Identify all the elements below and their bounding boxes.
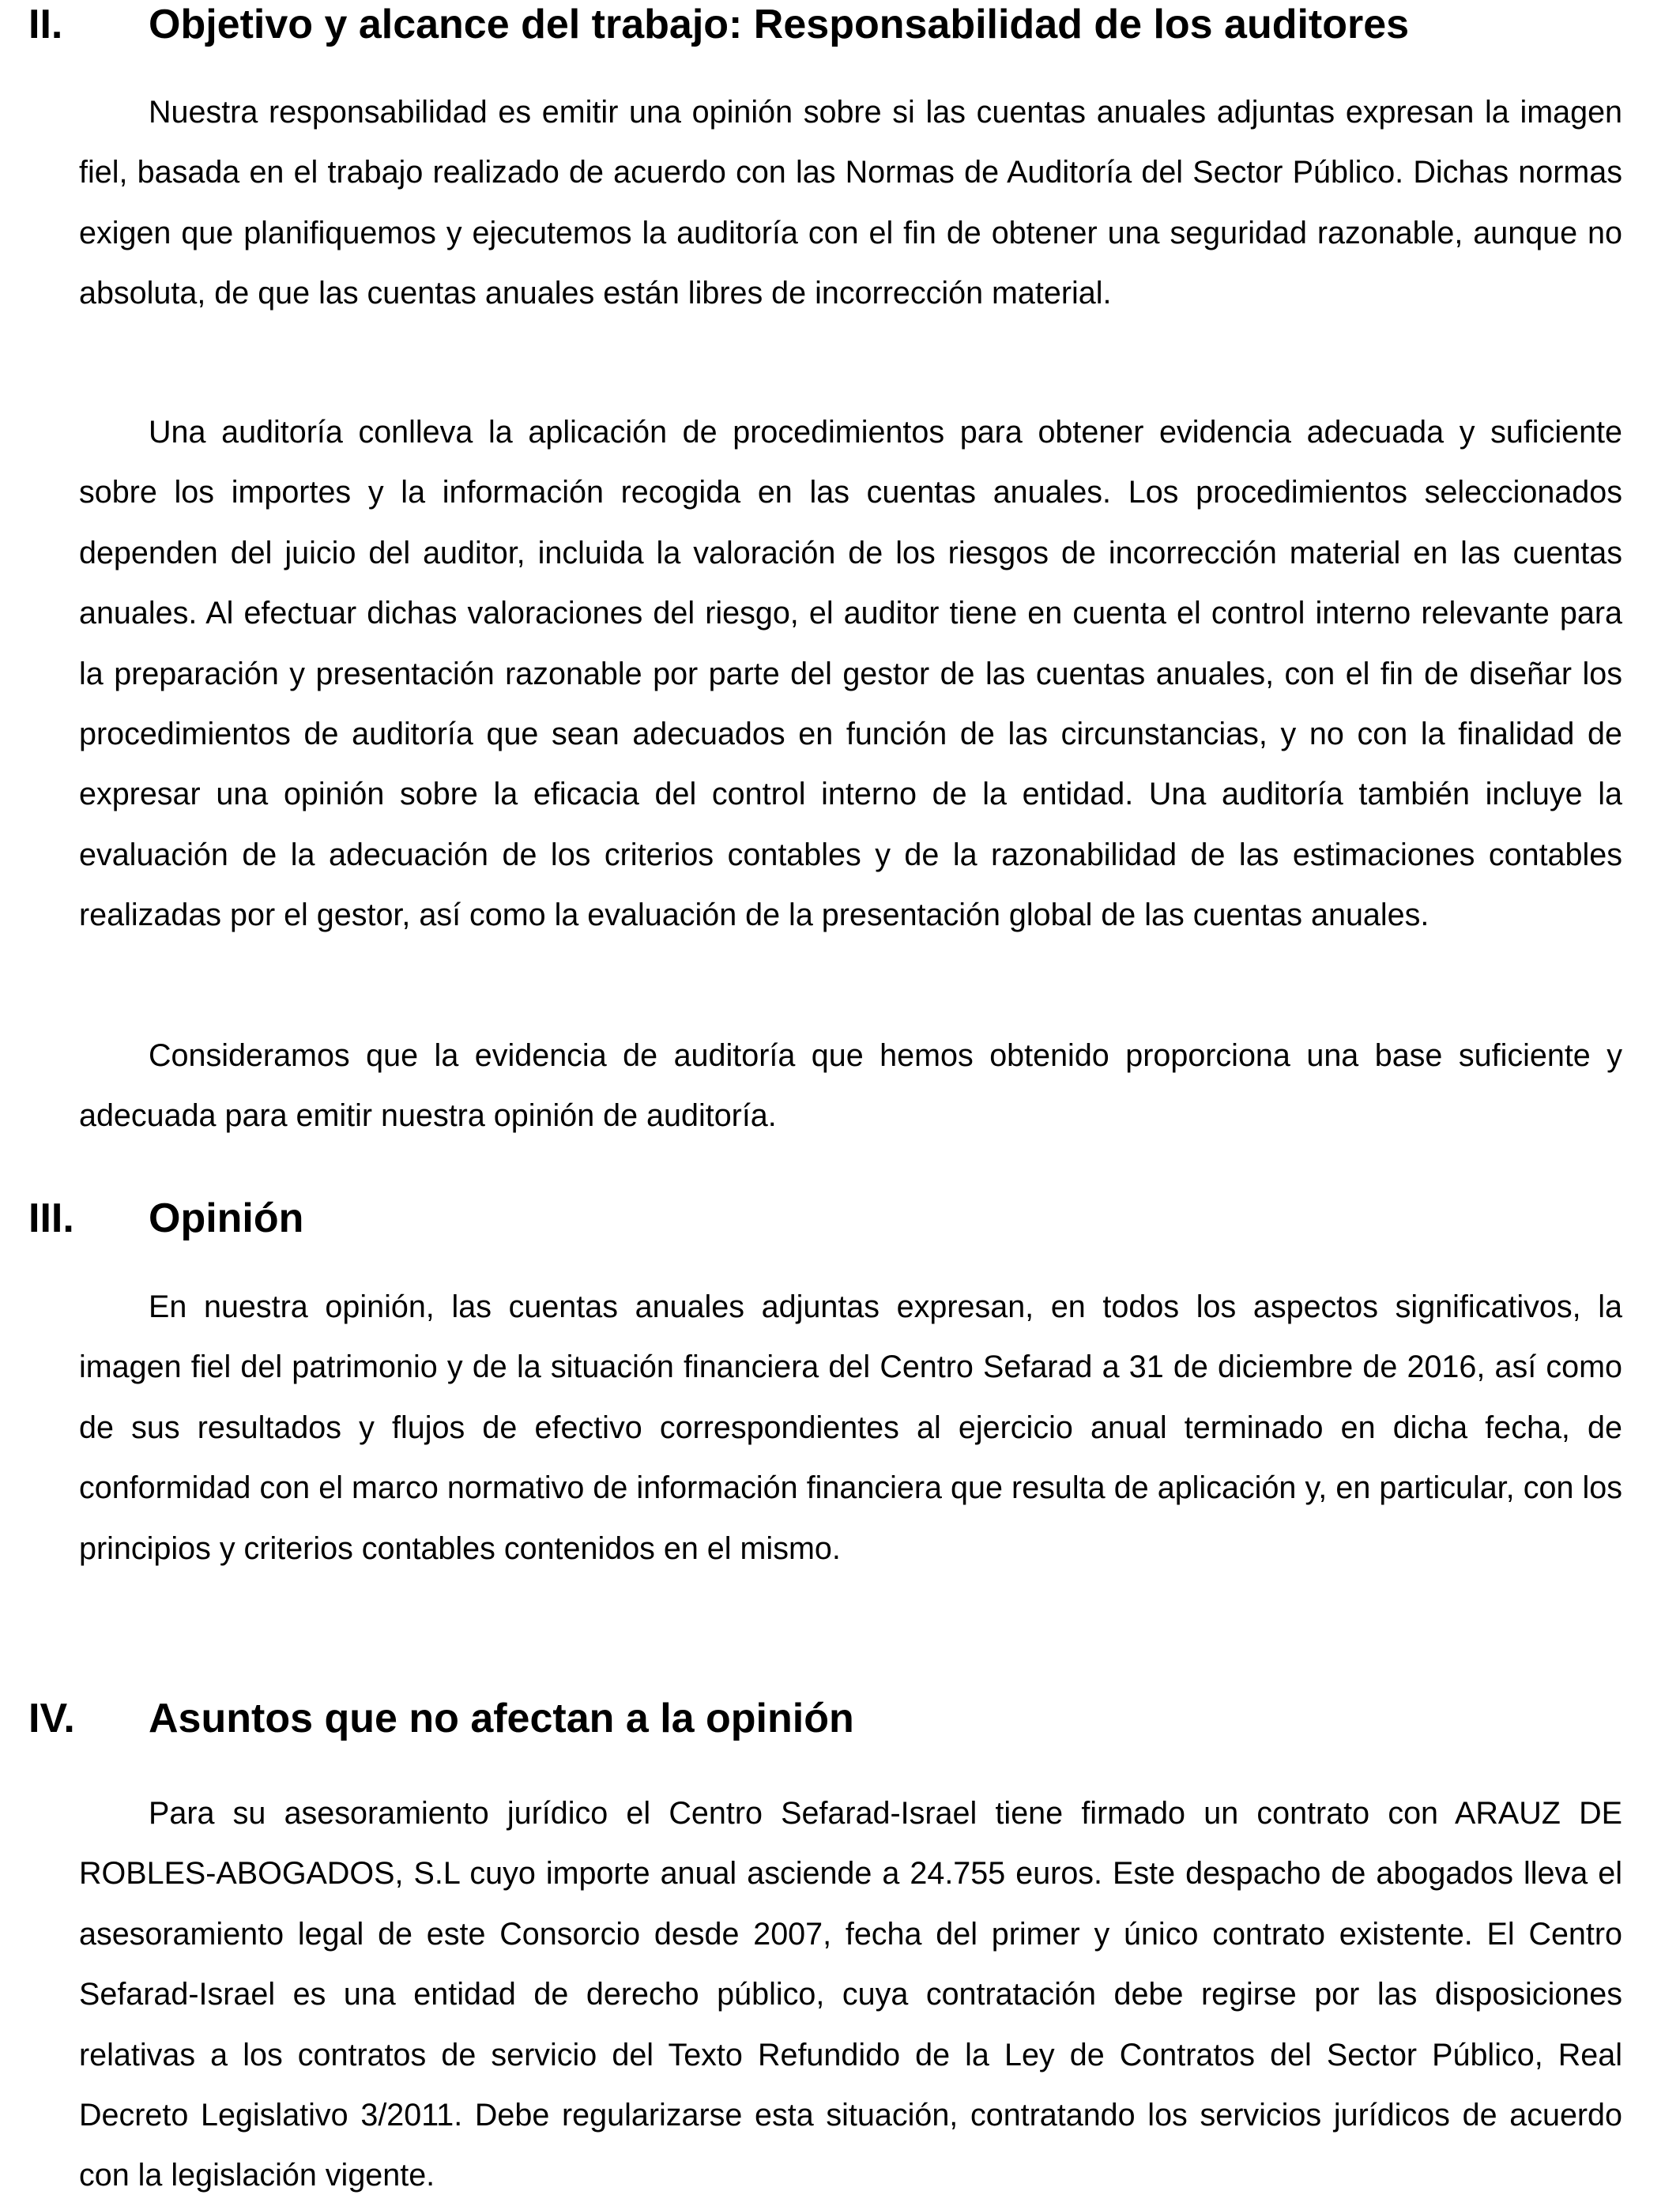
paragraph: En nuestra opinión, las cuentas anuales adjuntas expresan, en todos los aspectos significativos, la imagen fiel del patrimonio y de la situación financiera del Centro Sefarad a 31 de diciembre de 2016, así como de sus resultados y flujos de efectivo correspondientes al ejercicio anual terminado en dicha fecha, de conformidad con el marco normativo de información financiera que resulta de aplicación y, en particular, con los principios y criterios contables contenidos en el mismo. — [79, 1289, 1622, 1566]
section-title: Asuntos que no afectan a la opinión — [149, 1696, 854, 1741]
section-title: Opinión — [149, 1195, 304, 1241]
section-title: Objetivo y alcance del trabajo: Responsabilidad de los auditores — [149, 2, 1410, 47]
section-heading-ii — [0, 0, 1680, 55]
section-heading-iii — [0, 1194, 1680, 1249]
paragraph: Para su asesoramiento jurídico el Centro Sefarad-Israel tiene firmado un contrato con ARAUZ DE ROBLES-ABOGADOS, S.L cuyo importe anual asciende a 24.755 euros. Este despacho de abogados lleva el asesoramiento legal de este Consorcio desde 2007, fecha del primer y único contrato existente. El Centro Sefarad-Israel es una entidad de derecho público, cuya contratación debe regirse por las disposiciones relativas a los contratos de servicio del Texto Refundido de la Ley de Contratos del Sector Público, Real Decreto Legislativo 3/2011. Debe regularizarse esta situación, contratando los servicios jurídicos de acuerdo con la legislación vigente. — [79, 1796, 1622, 2193]
section-number: III. — [28, 1195, 74, 1241]
section-number: II. — [28, 2, 63, 47]
section-heading-iv — [0, 1694, 1680, 1749]
paragraph: Consideramos que la evidencia de auditoría que hemos obtenido proporciona una base suficiente y adecuada para emitir nuestra opinión de auditoría. — [79, 1038, 1622, 1134]
section-number: IV. — [28, 1696, 75, 1741]
paragraph: Una auditoría conlleva la aplicación de procedimientos para obtener evidencia adecuada y suficiente sobre los importes y la información recogida en las cuentas anuales. Los procedimientos seleccionados dependen del juicio del auditor, incluida la valoración de los riesgos de incorrección material en las cuentas anuales. Al efectuar dichas valoraciones del riesgo, el auditor tiene en cuenta el control interno relevante para la preparación y presentación razonable por parte del gestor de las cuentas anuales, con el fin de diseñar los procedimientos de auditoría que sean adecuados en función de las circunstancias, y no con la finalidad de expresar una opinión sobre la eficacia del control interno de la entidad. Una auditoría también incluye la evaluación de la adecuación de los criterios contables y de la razonabilidad de las estimaciones contables realizadas por el gestor, así como la evaluación de la presentación global de las cuentas anuales. — [79, 415, 1622, 933]
paragraph: Nuestra responsabilidad es emitir una opinión sobre si las cuentas anuales adjuntas expresan la imagen fiel, basada en el trabajo realizado de acuerdo con las Normas de Auditoría del Sector Público. Dichas normas exigen que planifiquemos y ejecutemos la auditoría con el fin de obtener una seguridad razonable, aunque no absoluta, de que las cuentas anuales están libres de incorrección material. — [79, 95, 1622, 311]
